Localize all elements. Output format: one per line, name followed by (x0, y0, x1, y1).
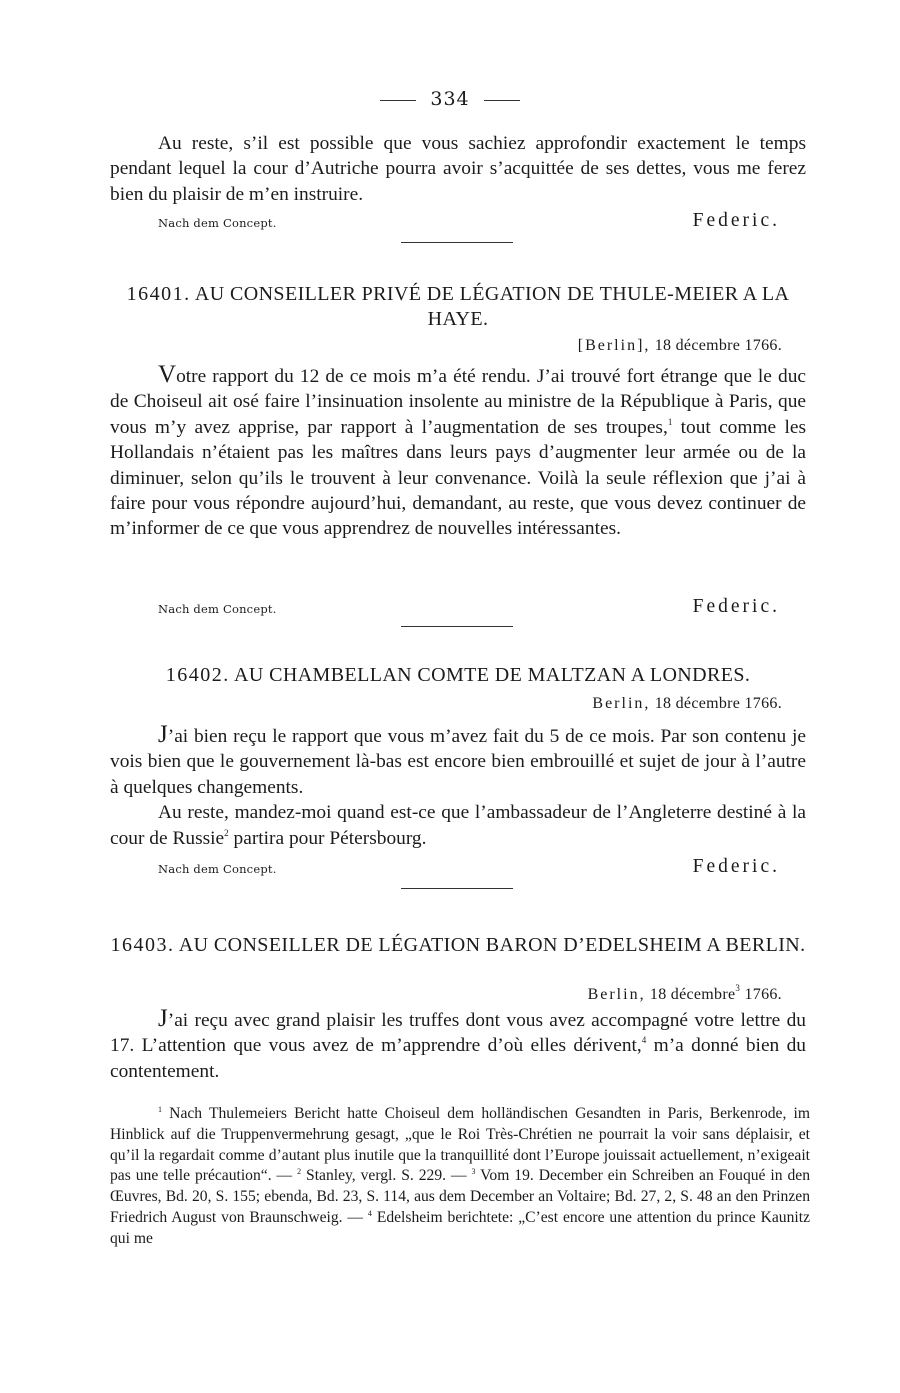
letter-footer-16401 (110, 592, 806, 618)
footnote-marker: 1 (158, 1105, 162, 1114)
signature: Federic. (692, 210, 780, 231)
letter-footer-16402 (110, 852, 806, 878)
letter-heading-16402 (110, 663, 806, 688)
text-run: tout comme les Hollandais n’étaient pas les maîtres dans leurs pays d’augmenter leur armée ou de la diminuer, selon qu’ils le trouvent à leur convenance. Voilà la seule réflexion que j’ai à faire pour vous répondre aujourd’hui, demandant, au reste, que vous devez continuer de m’informer de ce que vous apprendrez de nouvelles intéressantes. (110, 416, 806, 540)
text-run: partira pour Pétersbourg. (228, 827, 427, 849)
date: 18 décembre (649, 986, 736, 1003)
paragraph (110, 362, 806, 542)
letter-number: 16402. (165, 664, 230, 686)
page-number (0, 88, 900, 110)
previous-letter-ending (110, 131, 806, 207)
letter-dateline-16402 (110, 695, 782, 713)
letter-dateline-16403 (110, 983, 782, 1004)
paragraph: Au reste, s’il est possible que vous sachiez approfondir exactement le temps pendant lequel la cour d’Autriche pourra avoir s’acquittée de ses dettes, vous me ferez bien du plaisir de m’en instruire. (110, 133, 806, 205)
footnote-text: Edelsheim berichtete: „C’est encore une attention du prince Kaunitz qui me (110, 1208, 810, 1247)
drop-cap: J (158, 721, 168, 748)
footnotes (110, 1104, 810, 1250)
footnote-text: Stanley, vergl. S. 229. — (301, 1167, 472, 1185)
letter-recipient: AU CONSEILLER PRIVÉ DE LÉGATION DE THULE-MEIER A LA HAYE. (194, 283, 790, 330)
drop-cap: J (158, 1005, 168, 1032)
text-run: ’ai bien reçu le rapport que vous m’avez fait du 5 de ce mois. Par son contenu je vois bien que le gouvernement là-bas est encore bien embrouillé et sujet de jour à l’autre à quelques changements. (110, 726, 806, 798)
footnote-text: Vom 19. December ein Schreiben an Fouqué in den Œuvres, Bd. 20, S. 155; ebenda, Bd. 23, S. 114, aus dem December an Voltaire; Bd. 27, 2, S. 48 an den Prinzen Friedrich August von Braunschweig. — (110, 1167, 810, 1226)
letter-number: 16401. (126, 283, 191, 305)
text-run: ’ai reçu avec grand plaisir les truffes dont vous avez accompagné votre lettre du 17. L’attention que vous avez de m’apprendre d’où elles dérivent, (110, 1010, 806, 1057)
separator-rule (401, 626, 513, 627)
footnote-marker: 3 (471, 1167, 476, 1177)
signature: Federic. (692, 856, 780, 877)
source-note: Nach dem Concept. (158, 862, 277, 876)
footnote-ref: 4 (641, 1035, 647, 1046)
letter-heading-16403 (110, 933, 806, 958)
date-place: Berlin, (592, 695, 651, 712)
separator-rule (401, 888, 513, 889)
text-run: Au reste, mandez-moi quand est-ce que l’ambassadeur de l’Angleterre destiné à la cour de Russie (110, 802, 806, 849)
footnote-ref: 3 (735, 983, 741, 993)
page-number-dash-right (484, 100, 520, 101)
date-place: [Berlin], (577, 337, 651, 354)
date-place: Berlin, (587, 986, 646, 1003)
source-note: Nach dem Concept. (158, 216, 277, 230)
drop-cap: V (158, 361, 177, 388)
letter-body-16403 (110, 1006, 806, 1084)
text-run: m’a donné bien du contentement. (110, 1035, 806, 1082)
text-run: otre rapport du 12 de ce mois m’a été rendu. J’ai trouvé fort étrange que le duc de Choiseul ait osé faire l’insinuation insolente au ministre de la République à Paris, que vous m’y avez apprise, par rapport à l’augmentation de ses troupes, (110, 366, 806, 438)
letter-recipient: AU CONSEILLER DE LÉGATION BARON D’EDELSHEIM A BERLIN. (178, 934, 806, 956)
paragraph (110, 722, 806, 800)
date: 18 décembre 1766. (654, 337, 782, 354)
letter-heading-16401 (110, 282, 806, 332)
page-number-dash-left (380, 100, 416, 101)
footnote-marker: 4 (367, 1208, 372, 1218)
footnote-ref: 2 (224, 827, 229, 838)
source-note: Nach dem Concept. (158, 602, 277, 616)
separator-rule (401, 242, 513, 243)
letter-body-16401 (110, 362, 806, 542)
footnote-ref: 1 (667, 416, 673, 427)
letter-recipient: AU CHAMBELLAN COMTE DE MALTZAN A LONDRES. (234, 664, 751, 686)
letter-dateline-16401 (110, 337, 782, 355)
page-number-value: 334 (430, 88, 470, 110)
date-year: 1766. (740, 986, 782, 1003)
footnote-marker: 2 (297, 1167, 302, 1177)
footnote-text: Nach Thulemeiers Bericht hatte Choiseul dem holländischen Gesandten in Paris, Berkenrode, im Hinblick auf die Truppenvermehrung gesagt, „que le Roi Très-Chrétien ne pourrait la voir sans déplaisir, et qu’il la regardait comme d’autant plus inutile que la tranquillité dont l’Europe jouissait actuellement, n’exigeait pas une telle précaution“. — (110, 1105, 810, 1185)
paragraph (110, 800, 806, 851)
paragraph (110, 1006, 806, 1084)
date: 18 décembre 1766. (654, 695, 782, 712)
letter-body-16402 (110, 722, 806, 851)
letter-number: 16403. (110, 934, 175, 956)
signature: Federic. (692, 596, 780, 617)
previous-letter-footer (110, 206, 806, 232)
